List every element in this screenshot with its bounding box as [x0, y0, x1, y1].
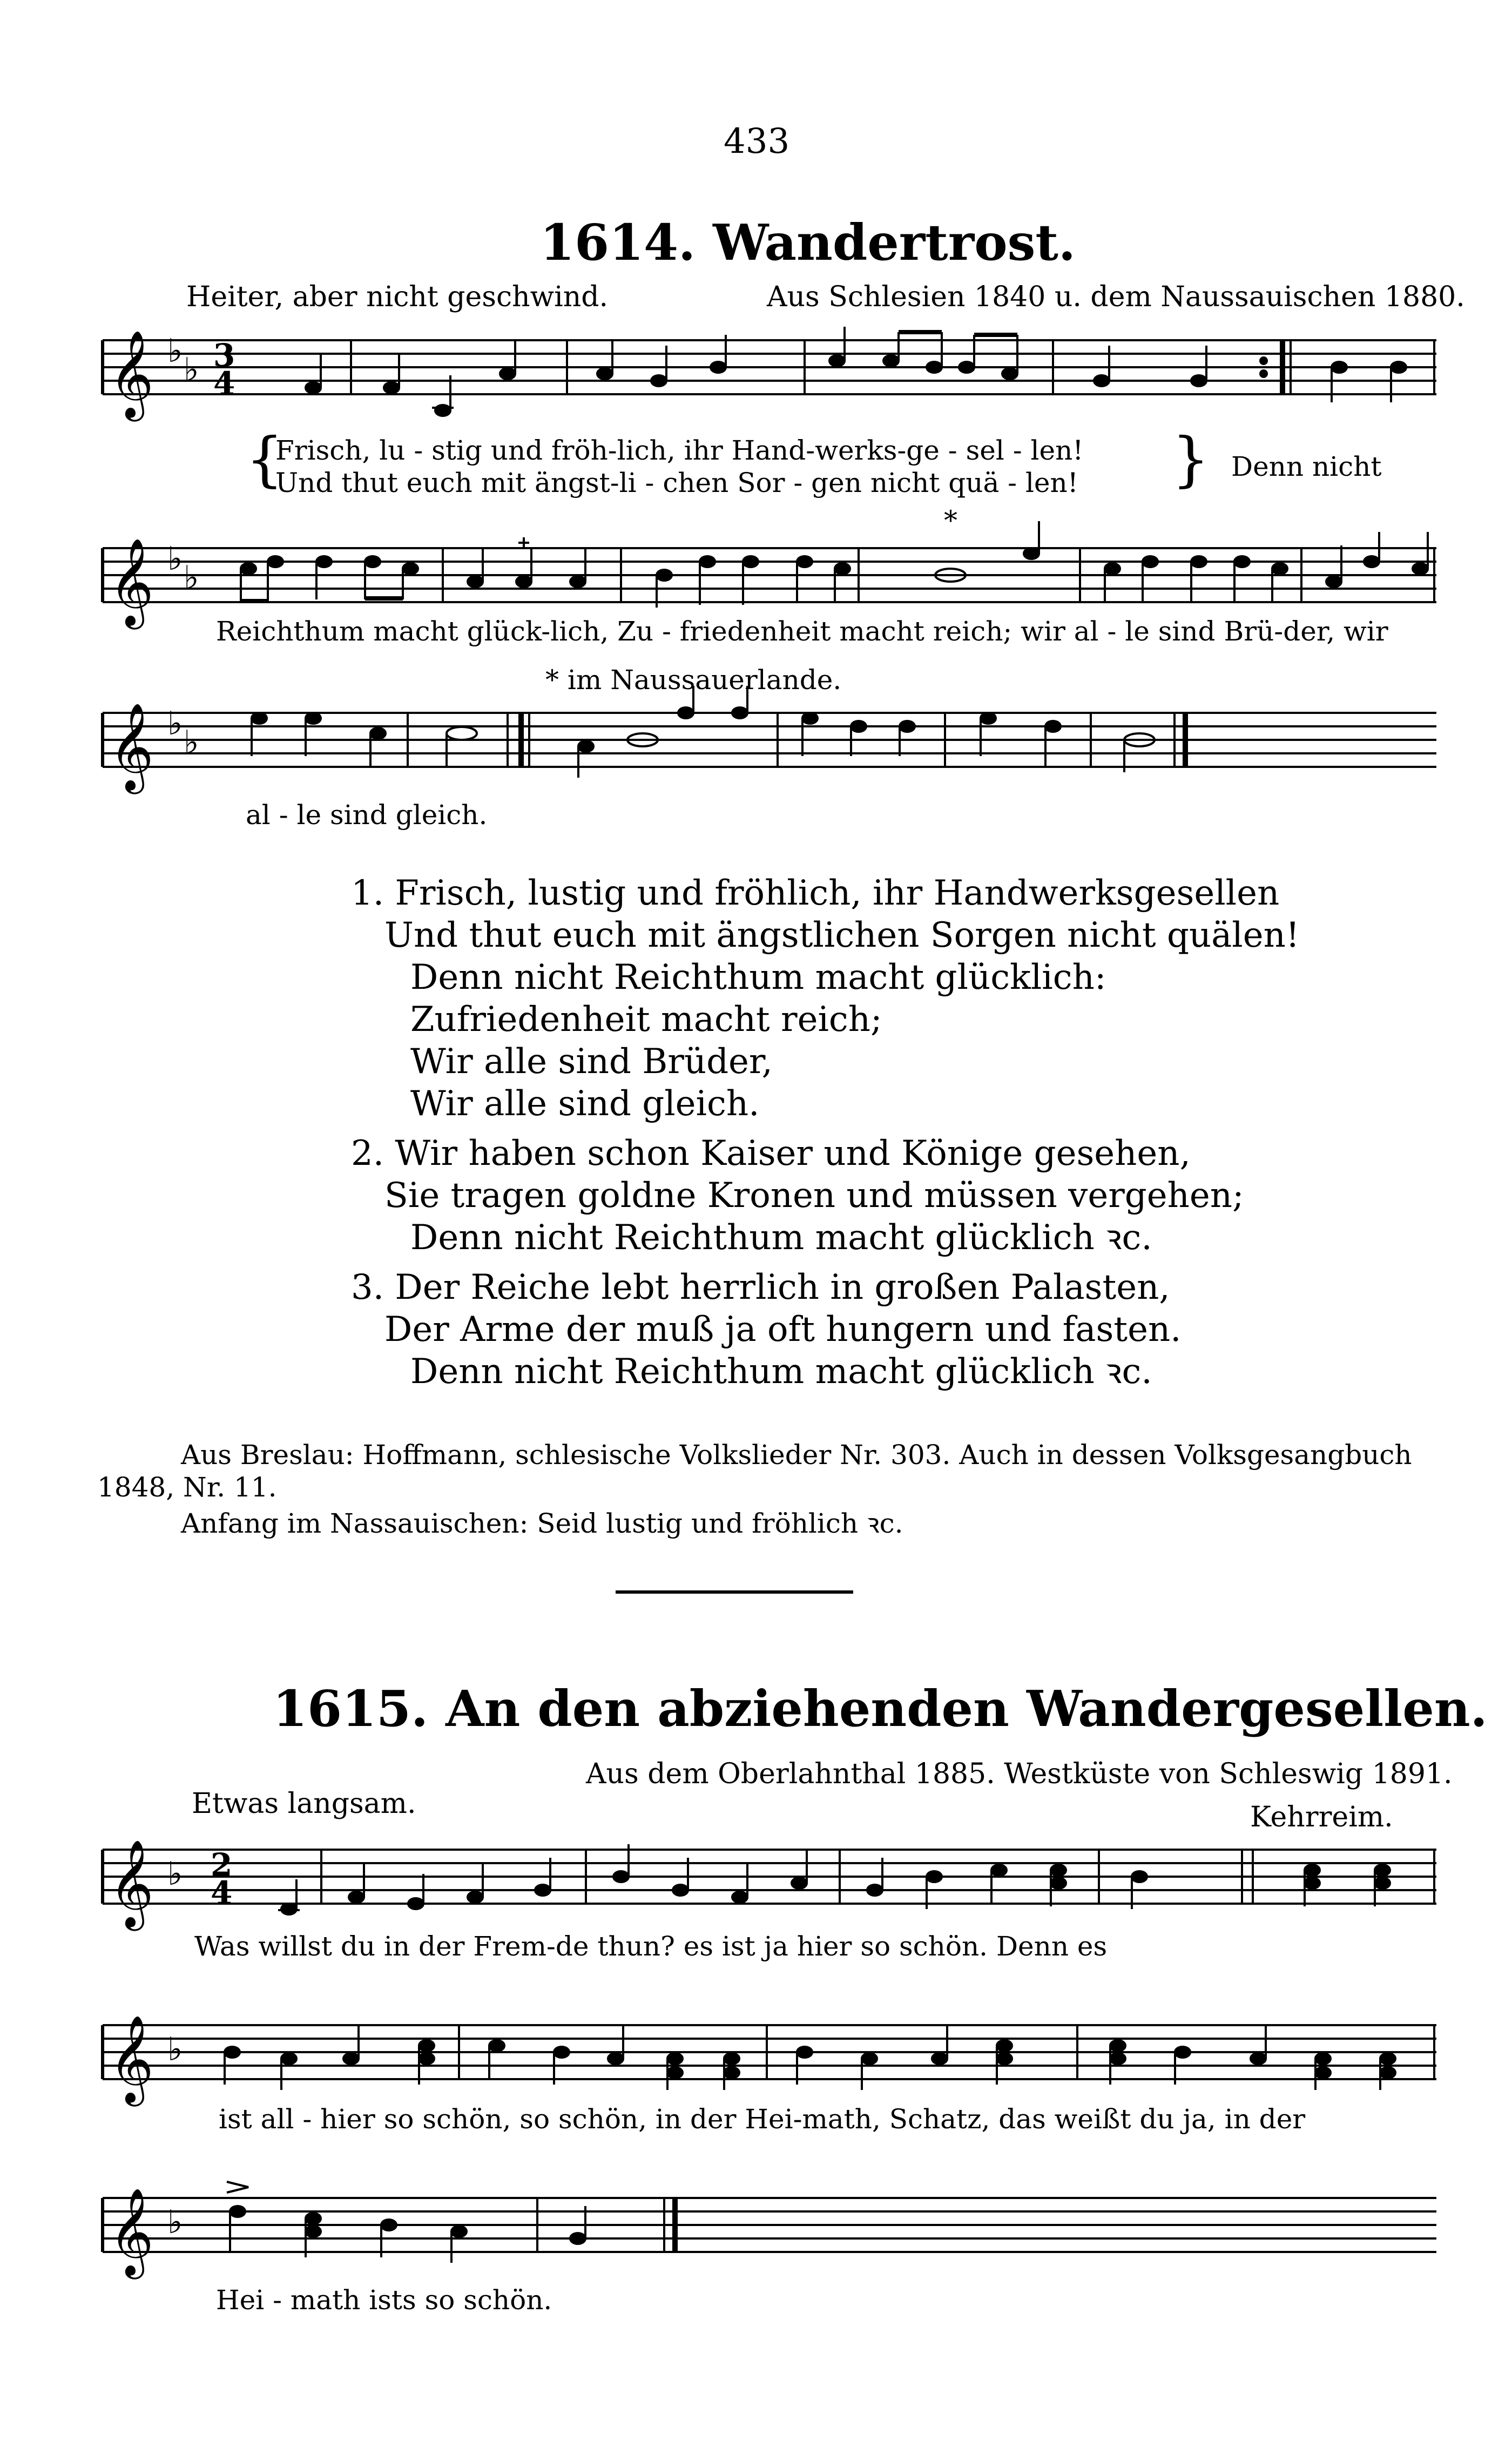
- song-title: 1615. An den abziehenden Wandergesellen.: [273, 1680, 1488, 1738]
- verse-line: Der Reiche lebt herrlich in großen Palasten,: [395, 1267, 1170, 1307]
- source-note: 1848, Nr. 11.: [97, 1472, 277, 1503]
- source-note: Anfang im Nassauischen: Seid lustig und fröhlich ꝛc.: [181, 1508, 903, 1539]
- tempo-marking: Etwas langsam.: [192, 1788, 416, 1820]
- lyrics-line: Hei - math ists so schön.: [216, 2284, 552, 2316]
- verse-number: 1.: [351, 873, 384, 913]
- page-number: 433: [724, 122, 790, 161]
- svg-text:𝄞: 𝄞: [109, 2188, 154, 2276]
- music-staff-2: [103, 532, 1436, 629]
- song-title: 1614. Wandertrost.: [540, 213, 1076, 272]
- tempo-marking: Heiter, aber nicht geschwind.: [186, 281, 609, 313]
- refrain-marking: Kehrreim.: [1250, 1801, 1393, 1833]
- verse-line: Denn nicht Reichthum macht glücklich ꝛc.: [410, 1352, 1152, 1392]
- svg-text:𝄞: 𝄞: [109, 538, 154, 626]
- verse-line: Wir haben schon Kaiser und Könige gesehen,: [395, 1134, 1191, 1174]
- music-staff-1: [103, 324, 1436, 432]
- lyrics-line: Reichthum macht glück-lich, Zu - friedenheit macht reich; wir al - le sind Brü-der, wir: [216, 616, 1388, 647]
- verse-3: [351, 1266, 1300, 1393]
- svg-text:♭: ♭: [167, 540, 183, 578]
- svg-text:♭: ♭: [167, 2031, 183, 2068]
- verse-line: Denn nicht Reichthum macht glücklich:: [410, 957, 1106, 997]
- svg-text:♭: ♭: [167, 1855, 183, 1893]
- verse-number: 3.: [351, 1267, 384, 1307]
- footnote: * im Naussauerlande.: [545, 664, 842, 696]
- music-staff-5: [103, 2009, 1436, 2106]
- svg-text:𝄞: 𝄞: [109, 1839, 154, 1927]
- svg-text:♭: ♭: [184, 559, 199, 597]
- lyrics-line: Frisch, lu - stig und fröh-lich, ihr Hand-werks-ge - sel - len!: [275, 435, 1084, 466]
- music-staff-3: [103, 697, 1436, 794]
- lyrics-line: Was willst du in der Frem-de thun? es ist ja hier so schön. Denn es: [194, 1931, 1108, 1962]
- verse-line: Wir alle sind gleich.: [410, 1084, 760, 1124]
- source-note: Aus Breslau: Hoffmann, schlesische Volkslieder Nr. 303. Auch in dessen Volksgesangbuch: [181, 1439, 1412, 1471]
- verse-brace-right: }: [1172, 424, 1210, 494]
- lyrics-line: Und thut euch mit ängst-li - chen Sor - gen nicht quä - len!: [275, 467, 1078, 498]
- svg-text:2: 2: [211, 1846, 233, 1883]
- verse-line: Wir alle sind Brüder,: [410, 1042, 773, 1082]
- svg-text:4: 4: [211, 1874, 233, 1911]
- lyrics-line: Denn nicht: [1231, 451, 1382, 482]
- verse-line: Der Arme der muß ja oft hungern und fasten.: [384, 1310, 1182, 1350]
- lyrics-line: ist all - hier so schön, so schön, in der Hei-math, Schatz, das weißt du ja, in der: [219, 2103, 1306, 2135]
- verse-number: 2.: [351, 1134, 384, 1174]
- svg-text:♭: ♭: [167, 332, 183, 370]
- svg-text:𝄞: 𝄞: [109, 2015, 154, 2103]
- verse-line: Zufriedenheit macht reich;: [410, 1000, 882, 1040]
- song-source: Aus Schlesien 1840 u. dem Naussauischen 1880.: [767, 281, 1465, 313]
- svg-text:♭: ♭: [167, 2203, 183, 2241]
- verse-brace-left: {: [246, 424, 284, 494]
- verse-2: [351, 1132, 1300, 1259]
- verse-line: Und thut euch mit ängstlichen Sorgen nicht quälen!: [384, 915, 1300, 955]
- svg-text:𝄞: 𝄞: [109, 703, 154, 791]
- svg-text:♭: ♭: [184, 724, 199, 761]
- lyrics-line: al - le sind gleich.: [246, 799, 488, 831]
- verse-1: [351, 872, 1300, 1125]
- verse-line: Frisch, lustig und fröhlich, ihr Handwerksgesellen: [395, 873, 1280, 913]
- verse-line: Sie tragen goldne Kronen und müssen vergehen;: [384, 1176, 1244, 1216]
- verse-block: [351, 872, 1300, 1393]
- svg-text:3: 3: [213, 337, 235, 374]
- footnote-marker: *: [944, 505, 957, 536]
- song-source: Aus dem Oberlahnthal 1885. Westküste von Schleswig 1891.: [586, 1758, 1453, 1790]
- svg-text:♭: ♭: [167, 705, 183, 743]
- svg-text:𝄞: 𝄞: [109, 330, 154, 418]
- music-staff-4: [103, 1833, 1436, 1931]
- svg-text:♭: ♭: [184, 351, 199, 389]
- section-divider: [616, 1590, 853, 1594]
- verse-line: Denn nicht Reichthum macht glücklich ꝛc.: [410, 1218, 1152, 1258]
- svg-text:4: 4: [213, 365, 235, 402]
- music-staff-6: [103, 2182, 1436, 2279]
